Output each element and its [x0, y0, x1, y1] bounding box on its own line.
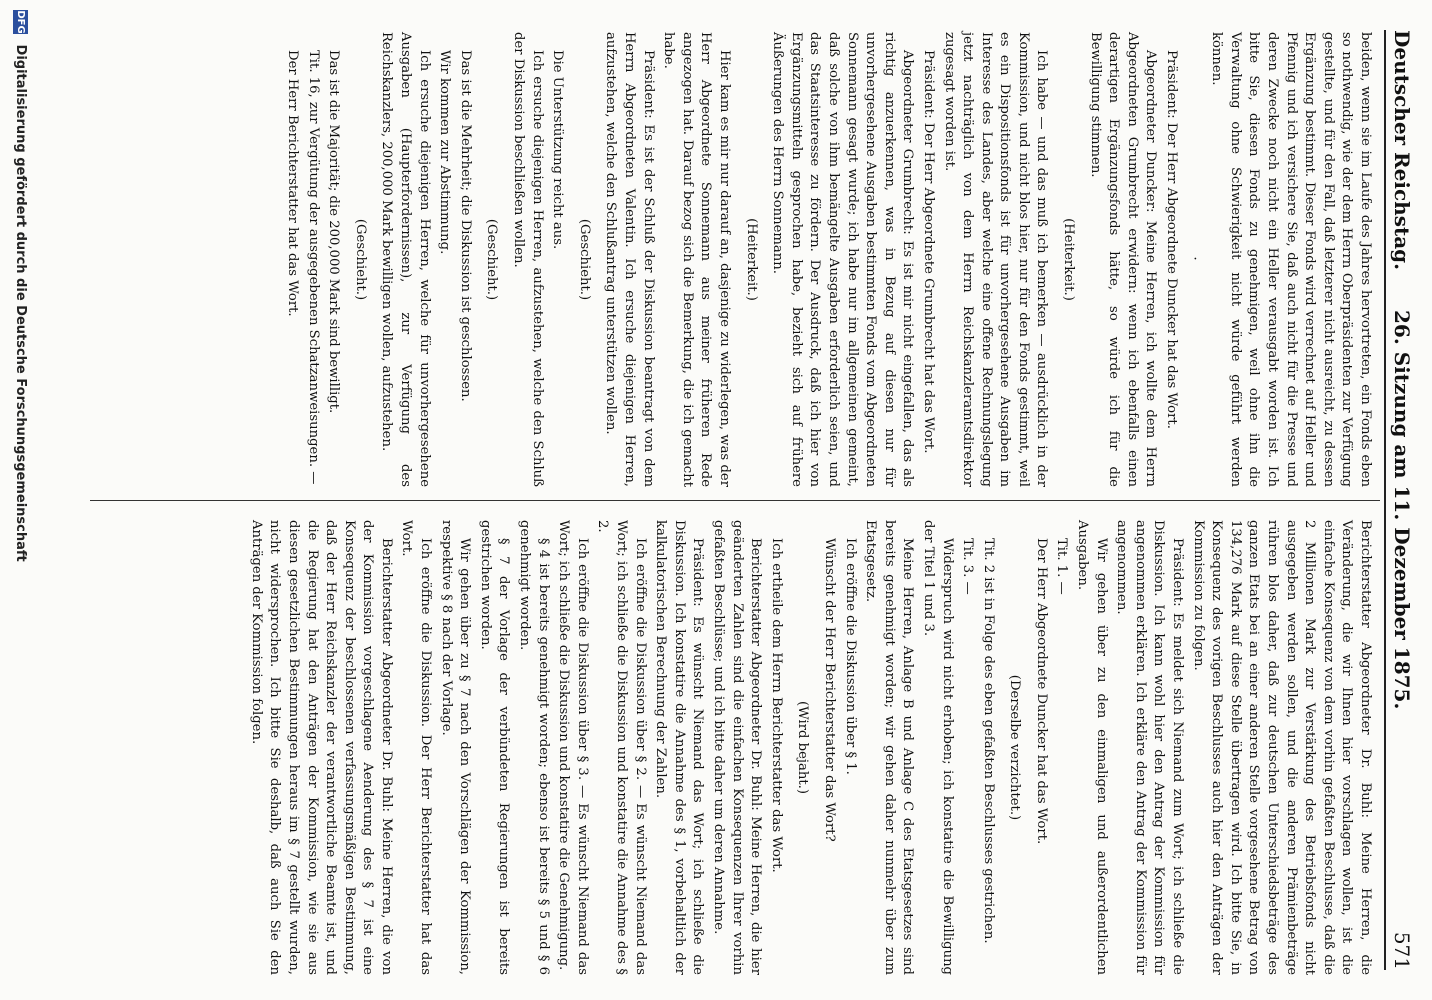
- paragraph: Wir gehen über zu den einmaligen und außerordentlichen Ausgaben.: [1075, 520, 1109, 975]
- paragraph: Abgeordneter Grumbrecht: Es ist mir nicht eingefallen, das als richtig anzuerkennen, was in Bezug auf diesen nur für unvorhergesehene Ausgaben bestimmten Fonds vom Abgeordneten Sonnemann gesagt wurde; ich habe nur im allgemeinen gemeint, daß solche von ihm bemängelte Ausgaben erforderlich seien, und das Staatsinteresse zu fördern. Der Ausdruck, daß ich hier von Ergänzungsmitteln gesprochen habe, bezieht sich auf frühere Äußerungen des Herrn Sonnemann.: [770, 32, 916, 487]
- paragraph: Der Herr Abgeordnete Duncker hat das Wort.: [1033, 538, 1049, 845]
- interjection: (Heiterkeit.): [743, 218, 759, 301]
- paragraph: Das ist die Majorität; die 200,000 Mark sind bewilligt.: [326, 50, 342, 414]
- paragraph: Tit. 1. —: [1054, 538, 1070, 595]
- paragraph: Hier kam es mir nur darauf an, dasjenige zu widerlegen, was der Herr Abgeordnete Sonnemann aus meiner früheren Rede angezogen hat. Darauf bezog sich die Bemerkung, die ich gemacht habe.: [661, 32, 732, 487]
- page-number: 571: [1390, 931, 1414, 970]
- paragraph: Berichterstatter Abgeordneter Dr. Buhl: Meine Herren, die hier geänderten Zahlen sind die einfachen Konsequenzen Ihrer vorhin gefaßten Beschlüsse; und ich bitte daher um deren Annahme.: [711, 520, 764, 975]
- paragraph: Widerspruch wird nicht erhoben; ich konstatire die Bewilligung der Titel 1 und 3.: [920, 520, 955, 975]
- paragraph: Tit. 2 ist in Folge des eben gefaßten Beschlusses gestrichen.: [980, 538, 996, 944]
- header-rule: [1384, 30, 1386, 970]
- paragraph: Wir kommen zur Abstimmung.: [437, 50, 453, 255]
- paragraph: Berichterstatter Abgeordneter Dr. Buhl: Meine Herren, die Veränderung, die wir Ihnen hier vorschlagen wollen, ist die einfache Konsequenz von dem vorhin gefaßten Beschlusse, daß die 2 Millionen Mark zur Verstärkung des Betriebsfonds nicht ausgegeben werden sollen, und die anderen Prämienbeträge rühren blos daher, daß zur deutschen Unterschiedsbeträge des ganzen Etats bei an einer anderen Stelle vorgesehene Betrag von 134,276 Mark auf diese Stelle übertragen wird. Ich bitte Sie, in Konsequenz des vorigen Beschlusses auch hier den Anträgen der Kommission zu folgen.: [1190, 520, 1373, 975]
- paragraph: Der Herr Berichterstatter hat das Wort.: [285, 50, 301, 317]
- paragraph: Wir gehen über zu § 7 nach den Vorschlägen der Kommission, respektive § 8 nach der Vorlage.: [438, 520, 473, 975]
- paragraph: Ich ersuche diejenigen Herren, welche für unvorhergesehene Ausgaben (Haupterfordernissen), zur Verfügung des Reichskanzlers, 200,000 Mark bewilligen wollen, aufzustehen.: [379, 32, 432, 487]
- separator-dots: ·: [1186, 256, 1202, 263]
- paragraph: Ich habe — und das muß ich bemerken — ausdrücklich in der Kommission, und nicht blos hier, nur für den Fonds gestimmt, weil es ein Dispositionsfonds ist für unvorhergesehene Ausgaben im Interesse des Landes, aber welche eine offene Rechnungslegung jetzt nachträglich von dem Herrn Reichskanzleramtsdirektor zugesagt worden ist.: [941, 32, 1050, 487]
- interjection: (Derselbe verzichtet.): [1007, 674, 1023, 821]
- paragraph: Wünscht der Herr Berichterstatter das Wort?: [821, 538, 837, 842]
- paragraph: Präsident: Der Herr Abgeordnete Duncker hat das Wort.: [1164, 50, 1180, 429]
- interjection: (Heiterkeit.): [1061, 218, 1077, 301]
- page-header: [1384, 30, 1414, 970]
- footer-text: Digitalisierung gefördert durch die Deutsche Forschungsgemeinschaft: [13, 44, 28, 562]
- paragraph: Die Unterstützung reicht aus.: [550, 50, 566, 250]
- paragraph: Tit. 16, zur Vergütung der ausgegebenen Schatzanweisungen. —: [305, 50, 321, 485]
- paragraph: Ich eröffne die Diskussion über § 3. — Es wünscht Niemand das Wort; ich schließe die Diskussion und konstatire die Genehmigung.: [556, 520, 590, 975]
- interjection: (Wird bejaht.): [795, 701, 811, 794]
- digitization-footer: [4, 10, 28, 990]
- paragraph: Präsident: Der Herr Abgeordnete Grumbrecht hat das Wort.: [920, 50, 936, 454]
- paragraph: Ich eröffne die Diskussion über § 2. — Es wünscht Niemand das Wort; ich schließe die Diskussion und konstatire die Annahme des § 2.: [595, 520, 648, 975]
- paragraph: Abgeordneter Duncker: Meine Herren, ich wollte dem Herrn Abgeordneten Grumbrecht erwidern: wenn ich ebenfalls einen derartigen Ergänzungsfonds hätte, so würde ich für die Bewilligung stimmen.: [1087, 32, 1159, 487]
- paragraph: § 4 ist bereits genehmigt worden; ebenso ist bereits § 5 und § 6 genehmigt worden.: [517, 520, 551, 975]
- interjection: (Geschieht.): [484, 218, 500, 301]
- paragraph: Ich eröffne die Diskussion über § 1.: [842, 538, 858, 775]
- column-divider: [90, 500, 1380, 501]
- interjection: (Geschieht.): [576, 218, 592, 301]
- paragraph: Präsident: Es ist der Schluß der Diskussion beantragt von dem Herrn Abgeordneten Valentin. Ich ersuche diejenigen Herren, aufzustehen, welche den Schlußantrag unterstützen wollen.: [603, 32, 656, 487]
- paragraph: Das ist die Mehrheit; die Diskussion ist geschlossen.: [457, 50, 473, 402]
- dfg-logo-icon: DFG: [15, 10, 26, 34]
- paragraph: § 7 der Vorlage der verbündeten Regierungen ist bereits gestrichen worden.: [477, 520, 512, 975]
- paragraph: Ich eröffne die Diskussion. Der Herr Berichterstatter hat das Wort.: [399, 520, 434, 975]
- paragraph: Präsident: Es wünscht Niemand das Wort; ich schließe die Diskussion. Ich konstatire die Annahme des § 1, vorbehaltlich der kalkulatorischen Berechnung der Zahlen.: [653, 520, 706, 975]
- right-column: [244, 520, 1374, 975]
- paragraph: Berichterstatter Abgeordneter Dr. Buhl: Meine Herren, die von der Kommission vorgeschlagene Aenderung des § 7 ist eine Konsequenz der beschlossenen verfassungsmäßigen Bestimmung, daß der Herr Reichskanzler der verantwortliche Beamte ist, und die Regierung hat den Anträgen der Kommission, wie sie aus diesen gesetzlichen Bestimmungen heraus im § 7 gestellt wurden, nicht widersprochen. Ich bitte Sie deshalb, daß auch Sie den Anträgen der Kommission folgen.: [248, 520, 394, 975]
- paragraph: beiden, wenn sie im Laufe des Jahres hervortreten, ein Fonds eben so nothwendig, wie der dem Herrn Oberpräsidenten zur Verfügung gestellte, und für den Fall, daß letzterer nicht ausreicht, zu dessen Ergänzung bestimmt. Dieser Fonds wird verrechnet auf Heller und Pfennig und ich versichere Sie, daß auch nicht für die Presse und deren Zwecke noch nicht ein Heller verausgabt worden ist. Ich bitte Sie, diesen Fonds zu genehmigen, weil ohne ihn die Verwaltung ohne Schwierigkeit nicht würde geführt werden können.: [1209, 32, 1373, 487]
- publication-title: Deutscher Reichstag.: [1390, 30, 1414, 271]
- paragraph: Tit. 3. —: [960, 538, 976, 595]
- paragraph: Meine Herren, Anlage B und Anlage C des Etatsgesetzes sind bereits genehmigt worden; wir gehen daher nunmehr über zum Etatsgesetz.: [863, 520, 916, 975]
- left-column: [281, 32, 1374, 487]
- sitting-date: 26. Sitzung am 11. Dezember 1875.: [1390, 310, 1414, 710]
- paragraph: Ich ertheile dem Herrn Berichterstatter das Wort.: [768, 538, 784, 873]
- interjection: (Geschieht.): [352, 218, 368, 301]
- paragraph: Ich ersuche diejenigen Herren, aufzustehen, welche den Schluß der Diskussion beschließen wollen.: [511, 32, 545, 487]
- paragraph: Präsident: Es meldet sich Niemand zum Wort; ich schließe die Diskussion. Ich kann wohl hier den Antrag der Kommission für angenommen erklären. Ich erkläre den Antrag der Kommission für angenommen.: [1114, 520, 1186, 975]
